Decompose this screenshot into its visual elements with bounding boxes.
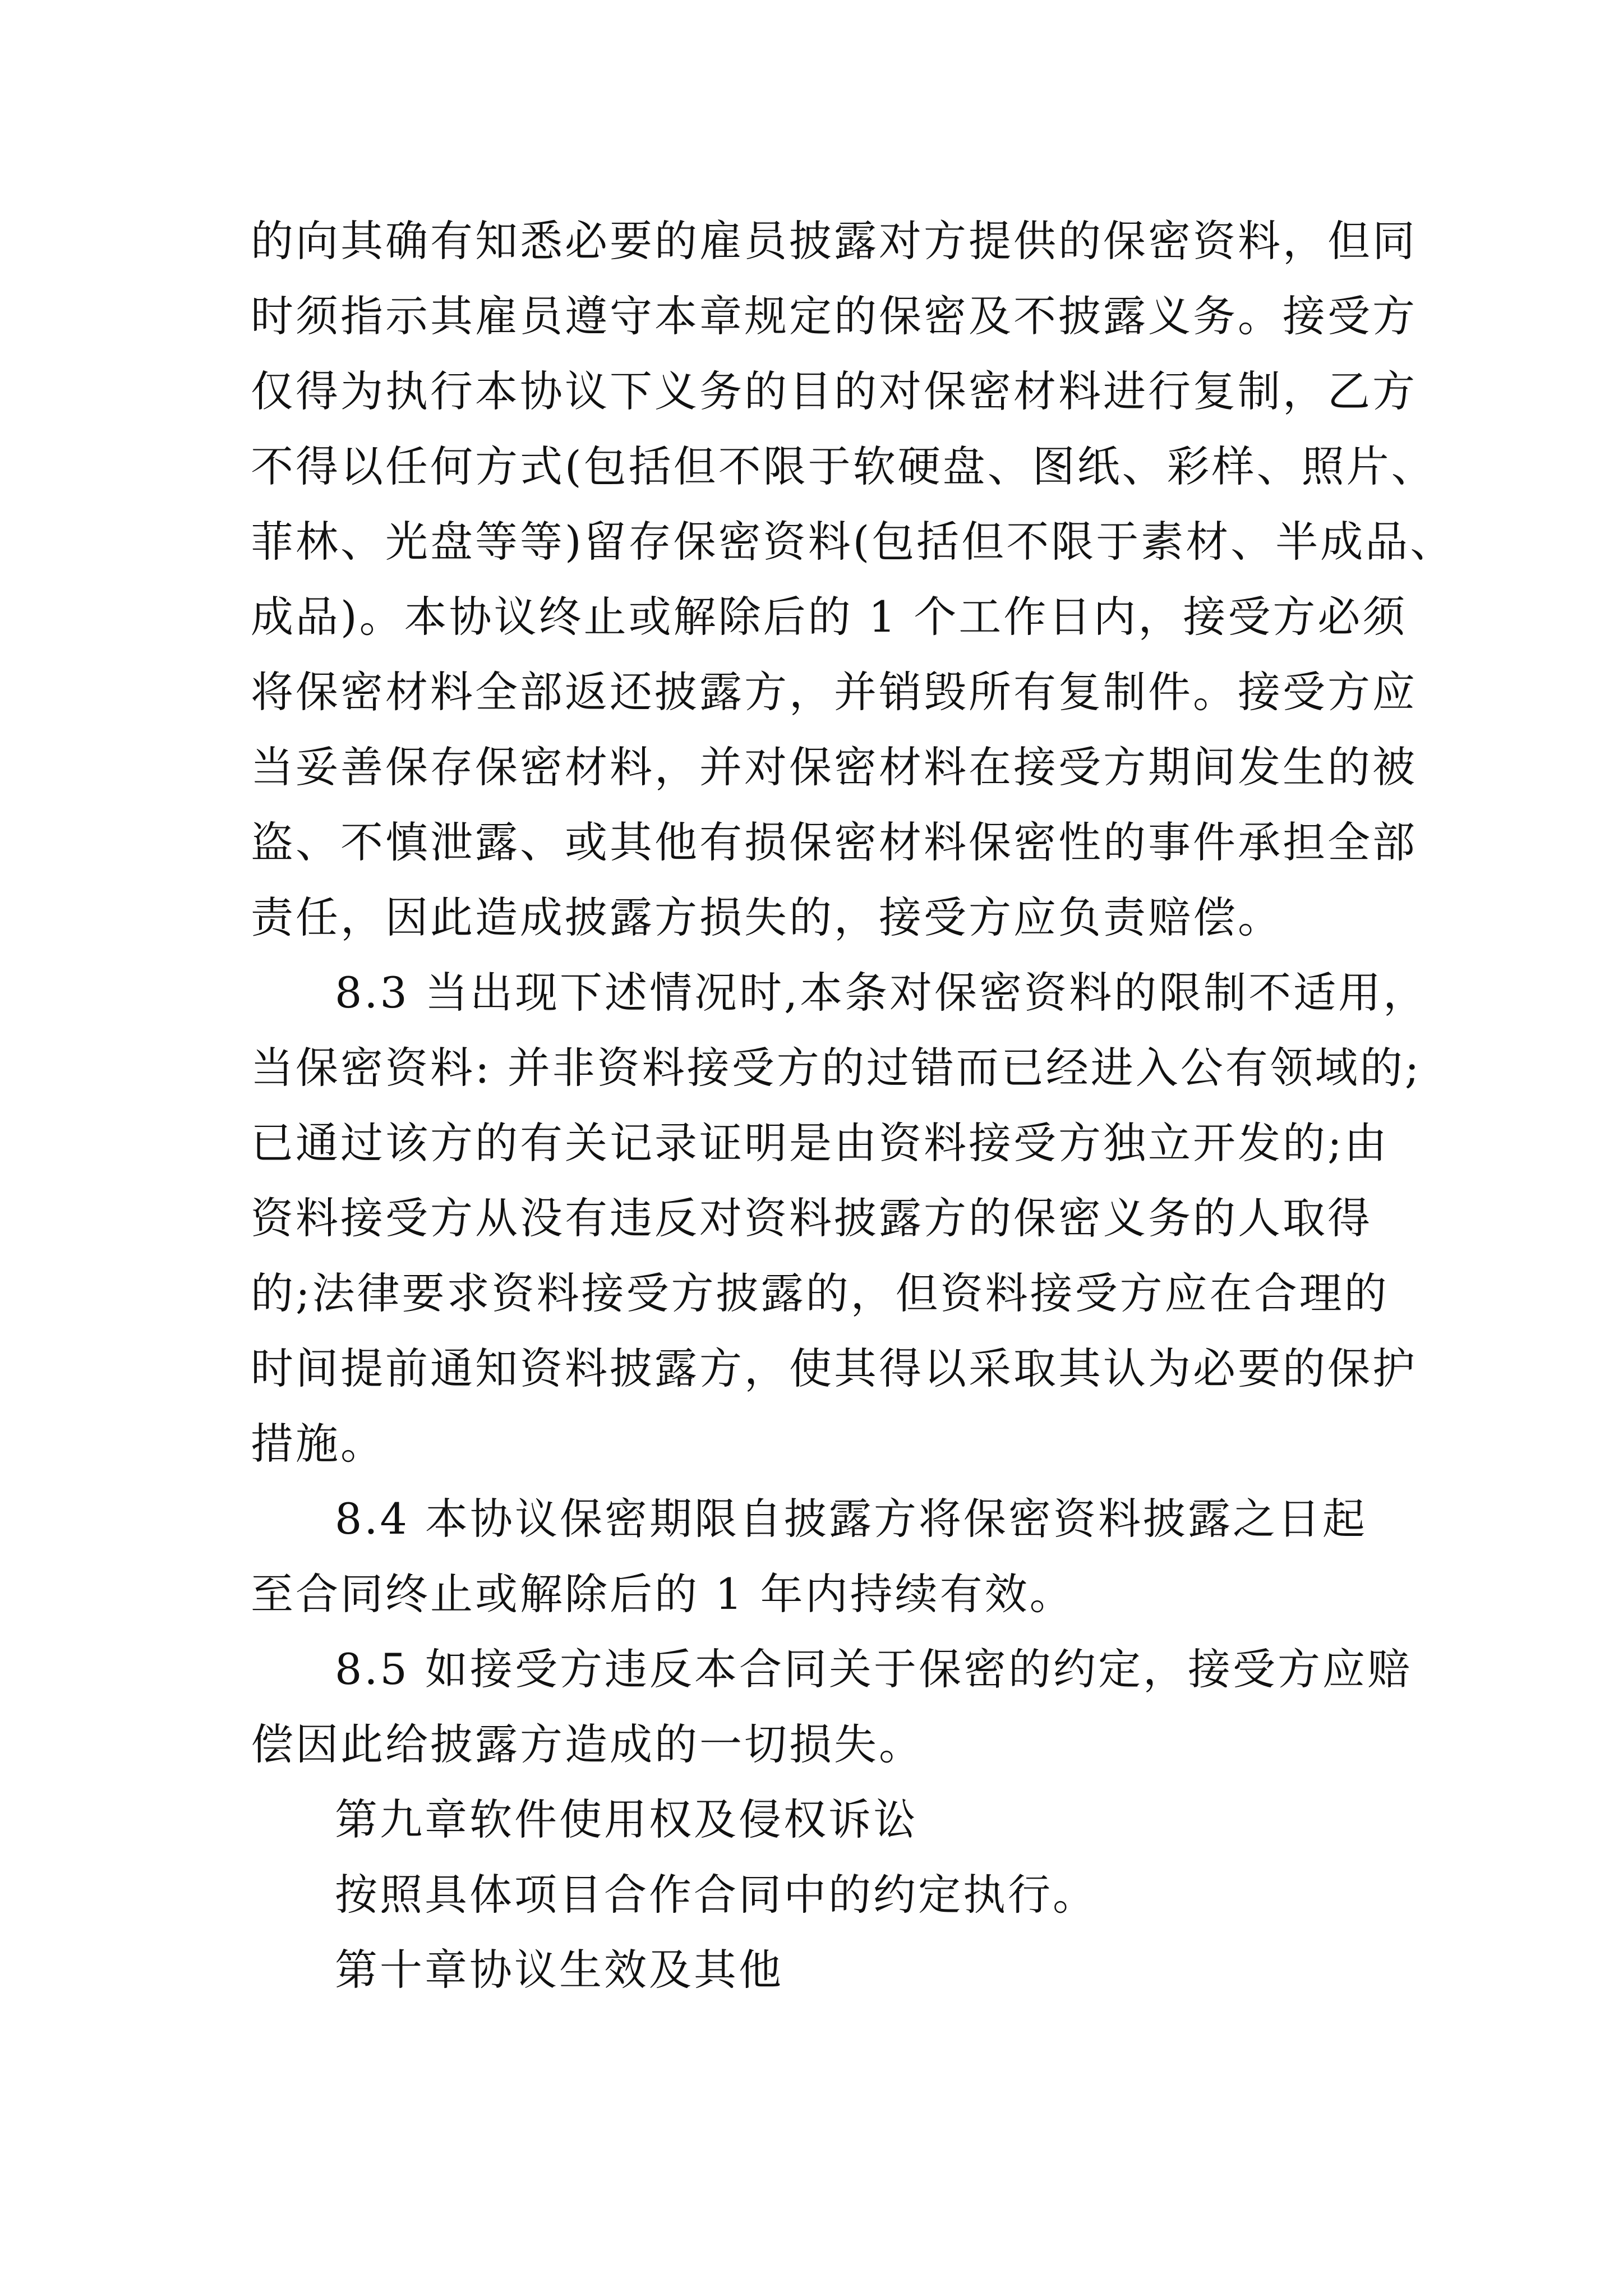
clause-8-5: 8.5 如接受方违反本合同关于保密的约定，接受方应赔 (335, 1644, 1413, 1694)
clause-8-4: 8.4 本协议保密期限自披露方将保密资料披露之日起 (335, 1494, 1368, 1544)
body-line: 偿因此给披露方造成的一切损失。 (251, 1719, 924, 1769)
body-line: 当保密资料: 并非资料接受方的过错而已经进入公有领域的; (251, 1043, 1422, 1093)
body-line: 菲林、光盘等等)留存保密资料(包括但不限于素材、半成品、 (251, 517, 1455, 567)
clause-8-3: 8.3 当出现下述情况时,本条对保密资料的限制不适用， (335, 968, 1428, 1018)
body-line: 的向其确有知悉必要的雇员披露对方提供的保密资料，但同 (251, 216, 1417, 266)
chapter-9-heading: 第九章软件使用权及侵权诉讼 (335, 1795, 918, 1844)
chapter-10-heading: 第十章协议生效及其他 (335, 1945, 783, 1995)
body-line: 责任，因此造成披露方损失的，接受方应负责赔偿。 (251, 892, 1283, 942)
body-line: 盗、不慎泄露、或其他有损保密材料保密性的事件承担全部 (251, 817, 1417, 867)
body-line: 当妥善保存保密材料，并对保密材料在接受方期间发生的被 (251, 742, 1417, 792)
body-line: 时须指示其雇员遵守本章规定的保密及不披露义务。接受方 (251, 291, 1417, 341)
body-line: 措施。 (251, 1419, 385, 1469)
body-line: 将保密材料全部返还披露方，并销毁所有复制件。接受方应 (251, 667, 1417, 717)
body-line: 时间提前通知资料披露方，使其得以采取其认为必要的保护 (251, 1343, 1417, 1393)
body-line: 已通过该方的有关记录证明是由资料接受方独立开发的;由 (251, 1118, 1389, 1168)
body-line: 不得以任何方式(包括但不限于软硬盘、图纸、彩样、照片、 (251, 441, 1436, 491)
body-line: 资料接受方从没有违反对资料披露方的保密义务的人取得 (251, 1193, 1372, 1243)
chapter-9-body: 按照具体项目合作合同中的约定执行。 (335, 1870, 1098, 1920)
body-line: 至合同终止或解除后的 1 年内持续有效。 (251, 1569, 1075, 1619)
body-line: 仅得为执行本协议下义务的目的对保密材料进行复制，乙方 (251, 366, 1417, 416)
body-line: 成品)。本协议终止或解除后的 1 个工作日内，接受方必须 (251, 592, 1408, 642)
body-line: 的;法律要求资料接受方披露的，但资料接受方应在合理的 (251, 1268, 1389, 1318)
